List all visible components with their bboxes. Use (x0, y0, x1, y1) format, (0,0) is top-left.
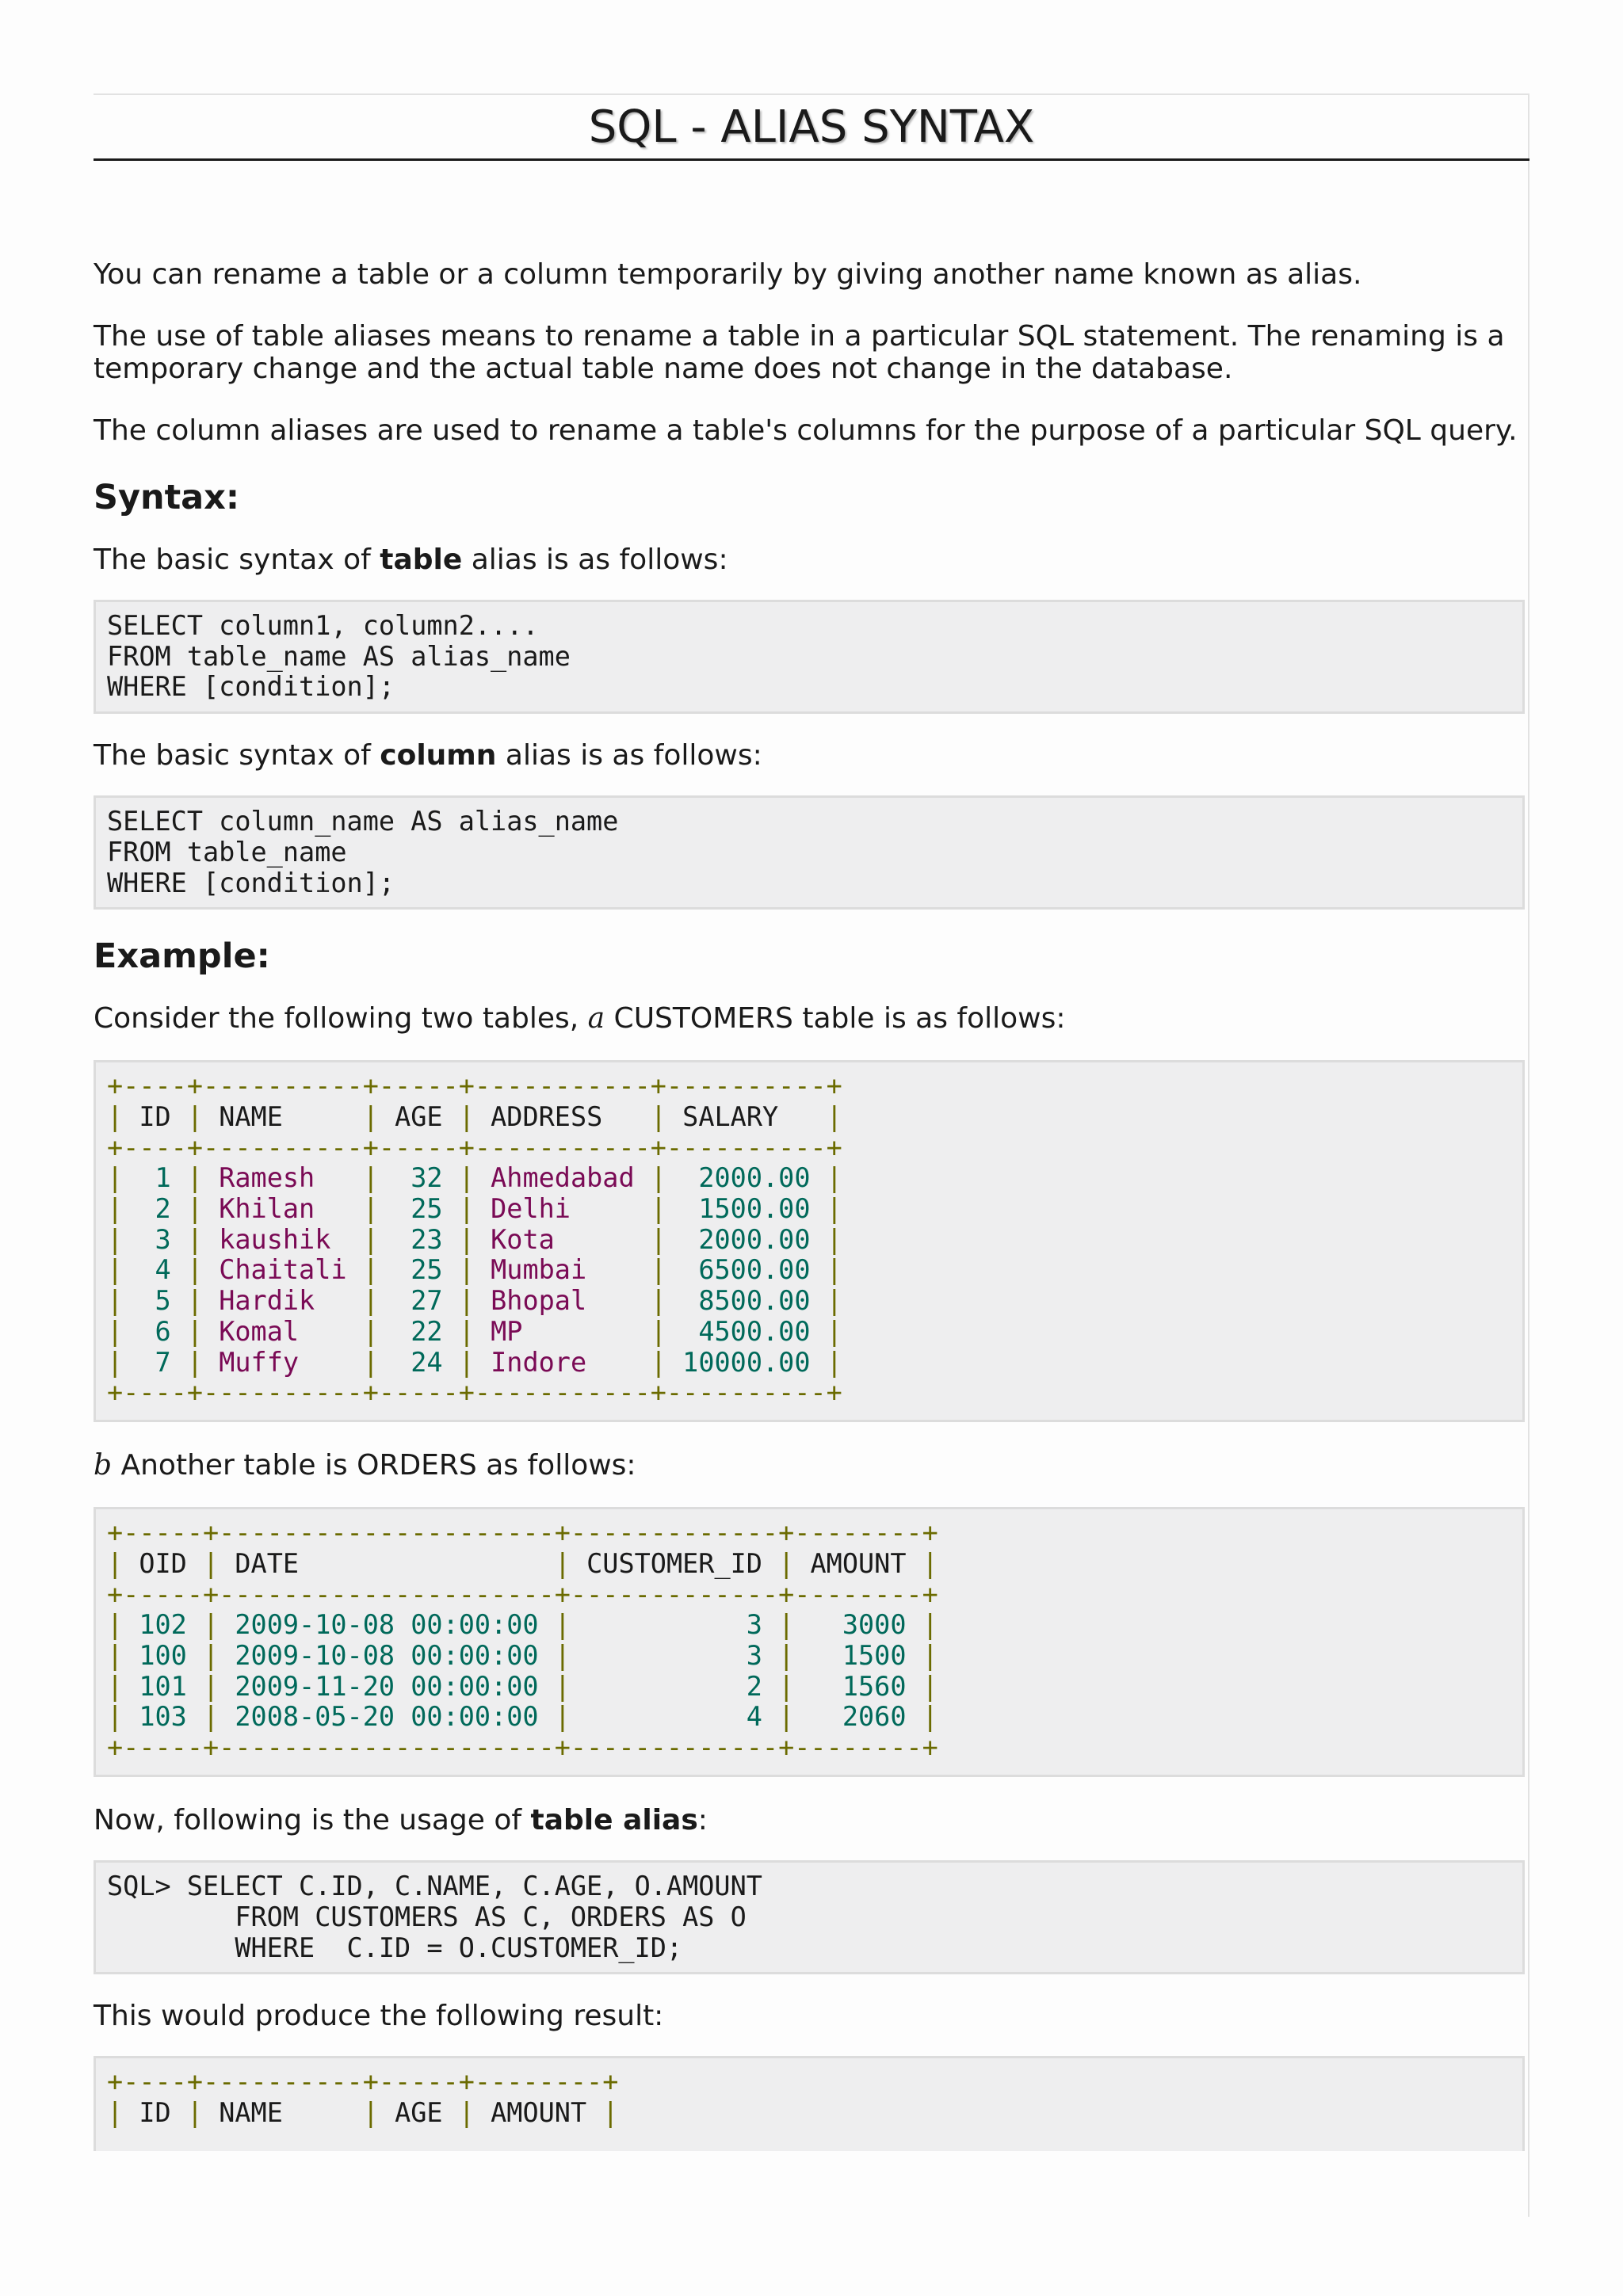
cell-separator: | (186, 1100, 204, 1132)
cell-separator: | (778, 1609, 795, 1641)
usage-code (94, 1860, 1525, 1974)
cell-separator: | (458, 1193, 475, 1225)
table-header-cell: AMOUNT (491, 2097, 587, 2129)
cell-separator: | (107, 1547, 124, 1579)
cell-separator: | (826, 1285, 842, 1317)
cell-separator: | (107, 2097, 124, 2129)
table-cell: 23 (395, 1223, 443, 1255)
table-cell: 4500.00 (682, 1315, 811, 1347)
cell-separator: | (107, 1640, 124, 1672)
table-cell: 3 (586, 1609, 762, 1641)
table-header-cell: SALARY (682, 1100, 811, 1132)
code-line: SELECT column_name AS alias_name (107, 806, 619, 837)
cell-separator: | (650, 1223, 666, 1255)
code-line: SELECT column1, column2.... (107, 610, 539, 641)
customers-intro: Consider the following two tables, a CUSTOMERS table is as follows: (94, 1002, 1066, 1035)
table-cell: 22 (395, 1315, 443, 1347)
cell-separator: | (650, 1193, 666, 1225)
table-cell: 27 (395, 1285, 443, 1317)
table-row (107, 1671, 938, 1702)
table-cell: 25 (395, 1193, 443, 1225)
cell-separator: | (826, 1346, 842, 1378)
list-marker-a: a (587, 1002, 605, 1035)
table-header-cell: NAME (219, 2097, 347, 2129)
cell-separator: | (107, 1193, 124, 1225)
table-cell: 100 (139, 1640, 187, 1672)
cell-separator: | (362, 1315, 379, 1347)
cell-separator: | (650, 1346, 666, 1378)
table-cell: Delhi (491, 1193, 635, 1225)
cell-separator: | (650, 1254, 666, 1286)
table-syntax-intro: The basic syntax of table alias is as follows: (94, 543, 728, 576)
table-cell: kaushik (219, 1223, 347, 1255)
table-header-row (107, 1101, 842, 1132)
table-header-cell: NAME (219, 1100, 347, 1132)
cell-separator: | (362, 2097, 379, 2129)
cell-separator: | (826, 1254, 842, 1286)
code-line: FROM CUSTOMERS AS C, ORDERS AS O (107, 1901, 747, 1932)
table-cell: 2000.00 (682, 1223, 811, 1255)
table-header-row (107, 2097, 618, 2128)
table-header-cell: OID (139, 1547, 187, 1579)
table-row (107, 1254, 842, 1285)
code-line: WHERE [condition]; (107, 867, 395, 898)
table-row (107, 1640, 938, 1671)
cell-separator: | (554, 1701, 571, 1733)
table-cell: 4 (139, 1254, 171, 1286)
cell-separator: | (362, 1254, 379, 1286)
table-cell: 102 (139, 1609, 187, 1641)
table-cell: Indore (491, 1346, 635, 1378)
table-cell: 6500.00 (682, 1254, 811, 1286)
table-cell: 4 (586, 1701, 762, 1733)
table-cell: Khilan (219, 1193, 347, 1225)
table-header-cell: AMOUNT (810, 1547, 907, 1579)
table-cell: 2008-05-20 00:00:00 (235, 1701, 539, 1733)
table-cell: 2009-11-20 00:00:00 (235, 1670, 539, 1702)
cell-separator: | (554, 1670, 571, 1702)
usage-intro: Now, following is the usage of table alias: (94, 1804, 708, 1837)
cell-separator: | (362, 1193, 379, 1225)
cell-separator: | (826, 1193, 842, 1225)
cell-separator: | (922, 1701, 938, 1733)
cell-separator: | (778, 1670, 795, 1702)
cell-separator: | (650, 1315, 666, 1347)
table-cell: 2000.00 (682, 1162, 811, 1194)
cell-separator: | (826, 1100, 842, 1132)
cell-separator: | (458, 1285, 475, 1317)
cell-separator: | (186, 2097, 204, 2129)
cell-separator: | (107, 1315, 124, 1347)
cell-separator: | (458, 1100, 475, 1132)
intro-paragraph-3: The column aliases are used to rename a table's columns for the purpose of a particular SQL query. (94, 414, 1518, 447)
table-header-cell: AGE (395, 2097, 443, 2129)
cell-separator: | (922, 1640, 938, 1672)
cell-separator: | (778, 1640, 795, 1672)
cell-separator: | (107, 1162, 124, 1194)
orders-intro: b Another table is ORDERS as follows: (94, 1449, 636, 1482)
cell-separator: | (554, 1547, 571, 1579)
table-cell: Muffy (219, 1346, 347, 1378)
result-table (94, 2056, 1525, 2151)
table-cell: Bhopal (491, 1285, 635, 1317)
cell-separator: | (922, 1547, 938, 1579)
cell-separator: | (362, 1223, 379, 1255)
table-row (107, 1193, 842, 1224)
table-cell: 1500 (810, 1640, 907, 1672)
code-line: WHERE C.ID = O.CUSTOMER_ID; (107, 1932, 683, 1963)
cell-separator: | (602, 2097, 619, 2129)
cell-separator: | (650, 1162, 666, 1194)
syntax-heading: Syntax: (94, 478, 240, 517)
table-cell: 10000.00 (682, 1346, 811, 1378)
table-border: +----+----------+-----+-----------+----------+ (107, 1131, 842, 1163)
table-header-cell: ID (139, 2097, 171, 2129)
cell-separator: | (554, 1609, 571, 1641)
cell-separator: | (458, 1315, 475, 1347)
cell-separator: | (458, 1223, 475, 1255)
cell-separator: | (186, 1285, 204, 1317)
table-cell: Komal (219, 1315, 347, 1347)
table-cell: 101 (139, 1670, 187, 1702)
orders-table (94, 1507, 1525, 1777)
document-content (94, 93, 1529, 2151)
table-cell: 2009-10-08 00:00:00 (235, 1640, 539, 1672)
cell-separator: | (186, 1346, 204, 1378)
cell-separator: | (778, 1547, 795, 1579)
cell-separator: | (826, 1223, 842, 1255)
table-cell: 1 (139, 1162, 171, 1194)
customers-table (94, 1060, 1525, 1422)
table-cell: 2060 (810, 1701, 907, 1733)
table-row (107, 1285, 842, 1316)
table-border: +----+----------+-----+-----------+----------+ (107, 1070, 842, 1102)
cell-separator: | (826, 1162, 842, 1194)
code-line: FROM table_name (107, 836, 347, 868)
table-cell: 1560 (810, 1670, 907, 1702)
cell-separator: | (203, 1609, 220, 1641)
cell-separator: | (107, 1609, 124, 1641)
cell-separator: | (186, 1254, 204, 1286)
table-border: +----+----------+-----+--------+ (107, 2066, 619, 2098)
code-line: FROM table_name AS alias_name (107, 640, 571, 672)
table-border: +-----+---------------------+-------------+--------+ (107, 1517, 938, 1549)
table-cell: 103 (139, 1701, 187, 1733)
cell-separator: | (922, 1609, 938, 1641)
table-cell: 2 (139, 1193, 171, 1225)
table-cell: 32 (395, 1162, 443, 1194)
table-syntax-code (94, 600, 1525, 714)
table-header-cell: ID (139, 1100, 171, 1132)
table-cell: 2009-10-08 00:00:00 (235, 1609, 539, 1641)
cell-separator: | (107, 1100, 124, 1132)
example-heading: Example: (94, 936, 270, 977)
table-cell: 7 (139, 1346, 171, 1378)
table-cell: Chaitali (219, 1254, 347, 1286)
page-title: SQL - ALIAS SYNTAX (94, 93, 1529, 161)
table-cell: MP (491, 1315, 635, 1347)
column-syntax-code (94, 795, 1525, 910)
cell-separator: | (186, 1223, 204, 1255)
table-border: +-----+---------------------+-------------+--------+ (107, 1732, 938, 1764)
cell-separator: | (458, 2097, 475, 2129)
cell-separator: | (362, 1100, 379, 1132)
cell-separator: | (458, 1162, 475, 1194)
table-cell: 1500.00 (682, 1193, 811, 1225)
intro-paragraph-2: The use of table aliases means to rename a table in a particular SQL statement. The renaming is a temporary change and the actual table name does not change in the database. (94, 320, 1505, 385)
result-intro: This would produce the following result: (94, 2000, 664, 2033)
cell-separator: | (203, 1640, 220, 1672)
cell-separator: | (362, 1285, 379, 1317)
table-cell: Ahmedabad (491, 1162, 635, 1194)
table-cell: 5 (139, 1285, 171, 1317)
table-cell: 3000 (810, 1609, 907, 1641)
table-cell: Kota (491, 1223, 635, 1255)
cell-separator: | (186, 1193, 204, 1225)
table-cell: 3 (139, 1223, 171, 1255)
code-line: WHERE [condition]; (107, 671, 395, 703)
table-header-cell: DATE (235, 1547, 539, 1579)
table-cell: 6 (139, 1315, 171, 1347)
table-border: +----+----------+-----+-----------+----------+ (107, 1377, 842, 1409)
cell-separator: | (203, 1701, 220, 1733)
table-row (107, 1224, 842, 1255)
table-border: +-----+---------------------+-------------+--------+ (107, 1578, 938, 1610)
cell-separator: | (107, 1254, 124, 1286)
table-cell: 25 (395, 1254, 443, 1286)
cell-separator: | (458, 1254, 475, 1286)
table-cell: 24 (395, 1346, 443, 1378)
cell-separator: | (107, 1701, 124, 1733)
table-cell: 3 (586, 1640, 762, 1672)
cell-separator: | (922, 1670, 938, 1702)
table-header-cell: CUSTOMER_ID (586, 1547, 762, 1579)
table-cell: 8500.00 (682, 1285, 811, 1317)
cell-separator: | (554, 1640, 571, 1672)
table-header-row (107, 1548, 938, 1579)
table-row (107, 1347, 842, 1378)
code-line: SQL> SELECT C.ID, C.NAME, C.AGE, O.AMOUNT (107, 1871, 762, 1902)
cell-separator: | (186, 1315, 204, 1347)
intro-paragraph-1: You can rename a table or a column temporarily by giving another name known as alias. (94, 258, 1362, 291)
cell-separator: | (107, 1670, 124, 1702)
table-cell: Ramesh (219, 1162, 347, 1194)
column-syntax-intro: The basic syntax of column alias is as follows: (94, 739, 762, 772)
table-cell: Mumbai (491, 1254, 635, 1286)
cell-separator: | (778, 1701, 795, 1733)
table-row (107, 1609, 938, 1640)
cell-separator: | (362, 1346, 379, 1378)
cell-separator: | (362, 1162, 379, 1194)
cell-separator: | (186, 1162, 204, 1194)
cell-separator: | (458, 1346, 475, 1378)
cell-separator: | (107, 1285, 124, 1317)
cell-separator: | (107, 1223, 124, 1255)
cell-separator: | (650, 1285, 666, 1317)
table-header-cell: ADDRESS (491, 1100, 635, 1132)
cell-separator: | (203, 1547, 220, 1579)
table-cell: Hardik (219, 1285, 347, 1317)
table-cell: 2 (586, 1670, 762, 1702)
table-row (107, 1162, 842, 1193)
table-row (107, 1701, 938, 1732)
cell-separator: | (826, 1315, 842, 1347)
table-row (107, 1316, 842, 1347)
table-header-cell: AGE (395, 1100, 443, 1132)
cell-separator: | (203, 1670, 220, 1702)
list-marker-b: b (94, 1449, 113, 1482)
cell-separator: | (107, 1346, 124, 1378)
cell-separator: | (650, 1100, 666, 1132)
